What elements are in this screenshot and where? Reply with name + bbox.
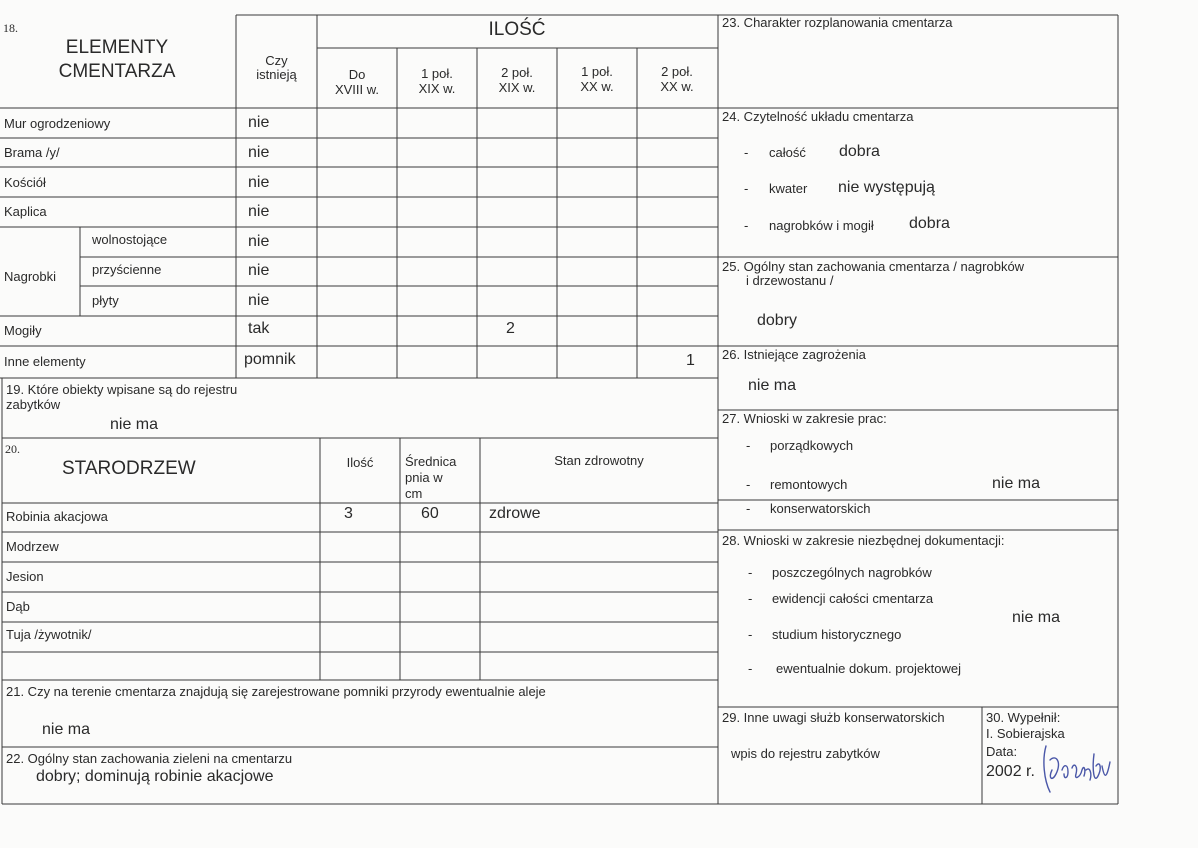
element-label-wolnostojace: wolnostojące — [92, 232, 168, 247]
element-label-brama: Brama /y/ — [4, 145, 60, 160]
section-18-title-line1: ELEMENTY — [65, 37, 169, 58]
period-header-2-line2: XIX w. — [418, 81, 456, 96]
tree-label-tuja: Tuja /żywotnik/ — [6, 627, 92, 642]
tree-label-dab: Dąb — [6, 599, 30, 614]
s27-dash-3: - — [746, 501, 751, 516]
exists-header-line2: istnieją — [256, 67, 297, 82]
s27-item-konserwatorskich: konserwatorskich — [770, 501, 871, 516]
tree-label-jesion: Jesion — [6, 569, 44, 584]
section-22-answer: dobry; dominują robinie akacjowe — [36, 768, 274, 785]
section-30-label: 30. Wypełnił: — [986, 710, 1061, 725]
section-20-title: STARODRZEW — [62, 458, 196, 479]
section-29-label: 29. Inne uwagi służb konserwatorskich — [722, 710, 945, 725]
element-label-inne: Inne elementy — [4, 354, 86, 369]
nagrobki-label: Nagrobki — [4, 269, 57, 284]
section-25-label-line1: 25. Ogólny stan zachowania cmentarza / nagrobków — [722, 259, 1025, 274]
period-header-3-line1: 2 poł. — [501, 65, 533, 80]
tree-diam-robinia: 60 — [421, 505, 439, 522]
element-label-mogily: Mogiły — [4, 323, 42, 338]
element-label-kaplica: Kaplica — [4, 204, 47, 219]
section-19-label-line1: 19. Które obiekty wpisane są do rejestru — [6, 382, 238, 397]
tree-qty-robinia: 3 — [344, 505, 353, 522]
element-exists-przyscienne: nie — [248, 262, 270, 279]
s27-item-remontowych: remontowych — [770, 477, 848, 492]
element-label-przyscienne: przyścienne — [92, 262, 162, 277]
element-exists-mur: nie — [248, 114, 270, 131]
section-21-label: 21. Czy na terenie cmentarza znajdują się zarejestrowane pomniki przyrody ewentualnie aleje — [6, 684, 546, 699]
section-26-answer: nie ma — [748, 377, 797, 394]
element-exists-plyty: nie — [248, 292, 270, 309]
tree-diam-header-line2: pnia w — [405, 470, 443, 485]
period-header-4-line1: 1 poł. — [581, 64, 613, 79]
s28-dash-4: - — [748, 661, 753, 676]
s24-dash-2: - — [744, 181, 749, 196]
section-25-label-line2: i drzewostanu / — [746, 273, 834, 288]
section-29-answer: wpis do rejestru zabytków — [731, 746, 880, 761]
element-label-kosciol: Kościół — [4, 175, 46, 190]
exists-header-line1: Czy — [265, 53, 288, 68]
section-23-label: 23. Charakter rozplanowania cmentarza — [722, 15, 953, 30]
s24-item-kwater: kwater — [769, 181, 808, 196]
section-28-answer: nie ma — [1012, 609, 1061, 626]
section-18-title-line2: CMENTARZA — [58, 61, 176, 82]
element-label-plyty: płyty — [92, 293, 119, 308]
s24-answer-kwater: nie występują — [838, 179, 935, 196]
s28-item-poszczegolnych: poszczególnych nagrobków — [772, 565, 932, 580]
s28-dash-3: - — [748, 627, 753, 642]
tree-label-modrzew: Modrzew — [6, 539, 59, 554]
s24-answer-calosc: dobra — [839, 143, 880, 160]
period-header-2-line1: 1 poł. — [421, 66, 453, 81]
s28-item-ewentualnie: ewentualnie dokum. projektowej — [776, 661, 961, 676]
s27-dash-2: - — [746, 477, 751, 492]
s24-dash-1: - — [744, 145, 749, 160]
filled-by-name: I. Sobierajska — [986, 726, 1065, 741]
section-27-answer: nie ma — [992, 475, 1041, 492]
element-exists-mogily: tak — [248, 320, 270, 337]
section-19-label-line2: zabytków — [6, 397, 61, 412]
tree-qty-header: Ilość — [346, 455, 374, 470]
element-exists-wolnostojace: nie — [248, 233, 270, 250]
s24-item-calosc: całość — [769, 145, 806, 160]
s24-dash-3: - — [744, 218, 749, 233]
tree-health-robinia: zdrowe — [489, 505, 541, 522]
section-24-label: 24. Czytelność układu cmentarza — [722, 109, 914, 124]
element-exists-brama: nie — [248, 144, 270, 161]
period-header-5-line1: 2 poł. — [661, 64, 693, 79]
tree-diam-header-line3: cm — [405, 486, 423, 501]
section-25-answer: dobry — [757, 312, 798, 329]
s24-item-nagrobkow: nagrobków i mogił — [769, 218, 874, 233]
period-header-3-line2: XIX w. — [498, 80, 536, 95]
section-27-label: 27. Wnioski w zakresie prac: — [722, 411, 887, 426]
date-value: 2002 r. — [986, 763, 1035, 780]
s28-dash-2: - — [748, 591, 753, 606]
section-21-answer: nie ma — [42, 721, 91, 738]
s28-dash-1: - — [748, 565, 753, 580]
tree-label-robinia: Robinia akacjowa — [6, 509, 108, 524]
section-22-label: 22. Ogólny stan zachowania zieleni na cmentarzu — [6, 751, 293, 766]
tree-health-header: Stan zdrowotny — [554, 453, 644, 468]
section-26-label: 26. Istniejące zagrożenia — [722, 347, 866, 362]
tree-diam-header-line1: Średnica — [405, 454, 457, 469]
element-exists-kaplica: nie — [248, 203, 270, 220]
element-label-mur: Mur ogrodzeniowy — [4, 116, 111, 131]
s28-item-studium: studium historycznego — [772, 627, 902, 642]
date-label: Data: — [986, 744, 1018, 759]
element-exists-kosciol: nie — [248, 174, 270, 191]
quantity-header: ILOŚĆ — [488, 19, 546, 40]
mogily-count-2pol-xix: 2 — [506, 320, 515, 337]
s24-answer-nagrobkow: dobra — [909, 215, 950, 232]
s28-item-ewidencji: ewidencji całości cmentarza — [772, 591, 934, 606]
s27-dash-1: - — [746, 438, 751, 453]
section-18-number: 18. — [3, 21, 18, 35]
element-exists-inne: pomnik — [244, 351, 296, 368]
s27-item-porzadkowych: porządkowych — [770, 438, 854, 453]
section-28-label: 28. Wnioski w zakresie niezbędnej dokumentacji: — [722, 533, 1005, 548]
section-20-number: 20. — [5, 442, 20, 456]
period-header-4-line2: XX w. — [580, 79, 614, 94]
period-header-5-line2: XX w. — [660, 79, 694, 94]
section-19-answer: nie ma — [110, 416, 159, 433]
inne-count-2pol-xx: 1 — [686, 352, 695, 369]
signature-image — [1040, 740, 1116, 802]
period-header-1-line2: XVIII w. — [334, 82, 380, 97]
period-header-1-line1: Do — [348, 67, 366, 82]
